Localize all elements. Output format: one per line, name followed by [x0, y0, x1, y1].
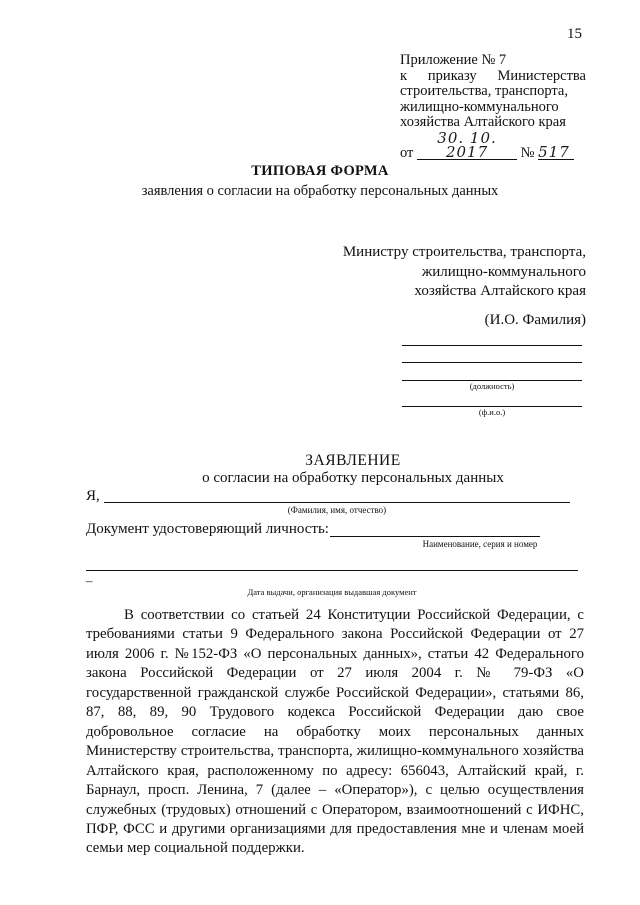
consent-body — [86, 606, 584, 859]
order-number-handwritten: 517 — [538, 145, 574, 160]
issue-line[interactable] — [86, 570, 578, 571]
statement-subtitle: о согласии на обработку персональных данных — [202, 470, 504, 486]
order-date-line — [400, 128, 586, 161]
addressee-line: хозяйства Алтайского края — [414, 283, 586, 299]
appendix-line: к приказу Министерства — [400, 67, 586, 84]
appendix-line: жилищно-коммунального — [400, 98, 559, 115]
statement-title: ЗАЯВЛЕНИЕ — [305, 452, 401, 469]
appendix-line: хозяйства Алтайского края — [400, 114, 566, 130]
blank-line[interactable] — [402, 362, 582, 363]
blank-line[interactable] — [402, 345, 582, 346]
identity-document-line[interactable] — [330, 536, 540, 537]
number-sign: № — [520, 144, 535, 161]
form-subtitle: заявления о согласии на обработку персональных данных — [141, 183, 499, 199]
fio-hint: (ф.и.о.) — [478, 407, 506, 417]
i-label: Я, — [86, 488, 100, 504]
identity-document-label: Документ удостоверяющий личность: — [86, 521, 329, 537]
full-name-hint: (Фамилия, имя, отчество) — [287, 505, 387, 515]
addressee-block — [343, 243, 586, 302]
addressee-line: жилищно-коммунального — [421, 263, 586, 280]
date-prefix: от — [400, 144, 414, 161]
addressee-fio: (И.О. Фамилия) — [484, 312, 586, 328]
appendix-header — [400, 52, 586, 161]
consent-paragraph: В соответствии со статьей 24 Конституции Российской Федерации, с требованиями статьи 9 Федерального закона Российской Федерации от 27 июля 2006 г. №152-ФЗ «О персональных данных», статьи 42 Федерального закона Российской Федерации от 27 июля 2004 г. № 79-ФЗ «О государственной гражданской службе Российской Федерации», статьями 86, 87, 88, 89, 90 Трудового кодекса Российской Федерации даю свое добровольное согласие на обработку моих персональных данных Министерству строительства, транспорта, жилищно-коммунального хозяйства Алтайского края, расположенному по адресу: 656043, Алтайский край, г. Барнаул, просп. Ленина, 7 (далее – «Оператор»), с целью осуществления служебных (трудовых) отношений с Оператором, взаимоотношений с ИФНС, ПФР, ФСС и другими организациями для предоставления мне и членам моей семьи мер социальной поддержки. — [86, 607, 584, 857]
issue-hint: Дата выдачи, организация выдавшая документ — [247, 587, 417, 597]
dash: – — [86, 573, 93, 588]
page-number: 15 — [567, 26, 582, 42]
appendix-title: Приложение № 7 — [400, 52, 507, 68]
appendix-line: строительства, транспорта, — [400, 83, 568, 99]
order-date-handwritten: 30. 10. 2017 — [417, 131, 517, 160]
full-name-line[interactable] — [104, 502, 570, 503]
identity-document-hint: Наименование, серия и номер — [422, 539, 538, 549]
form-title: ТИПОВАЯ ФОРМА — [251, 163, 389, 179]
addressee-line: Министру строительства, транспорта, — [342, 244, 586, 260]
position-hint: (должность) — [469, 381, 515, 391]
